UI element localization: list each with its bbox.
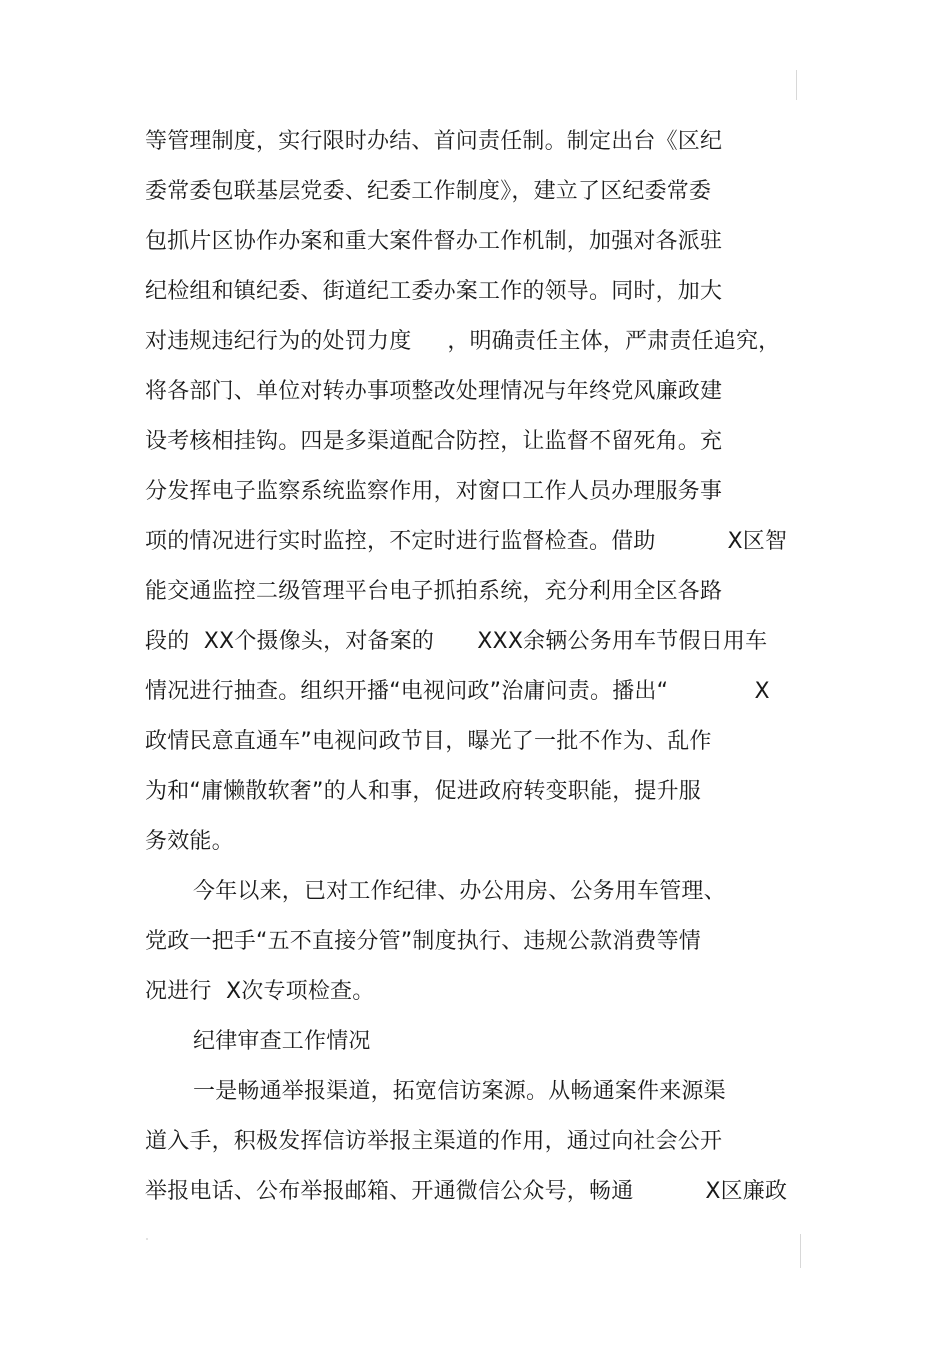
paragraph-first-line: 今年以来，已对工作纪律、办公用房、公务用车管理、	[193, 879, 726, 904]
text-line: 党政一把手“五不直接分管”制度执行、违规公款消费等情	[145, 929, 701, 954]
text-line: 委常委包联基层党委、纪委工作制度》，建立了区纪委常委	[145, 179, 712, 204]
text-line: 道入手，积极发挥信访举报主渠道的作用，通过向社会公开	[145, 1129, 723, 1154]
text-line: 段的 XX个摄像头，对备案的 XXX余辆公务用车节假日用车	[145, 629, 768, 654]
text-line: 为和“庸懒散软奢”的人和事，促进政府转变职能，提升服	[145, 779, 701, 804]
text-line: 务效能。	[145, 829, 234, 854]
section-heading: 纪律审查工作情况	[193, 1029, 371, 1054]
text-line: 对违规违纪行为的处罚力度 ，明确责任主体，严肃责任追究，	[145, 329, 781, 354]
text-line: 纪检组和镇纪委、街道纪工委办案工作的领导。同时，加大	[145, 279, 723, 304]
text-line: 设考核相挂钩。四是多渠道配合防控，让监督不留死角。充	[145, 429, 723, 454]
text-line: 包抓片区协作办案和重大案件督办工作机制，加强对各派驻	[145, 229, 723, 254]
text-line: 能交通监控二级管理平台电子抓拍系统，充分利用全区各路	[145, 579, 723, 604]
paragraph-first-line: 一是畅通举报渠道，拓宽信访案源。从畅通案件来源渠	[193, 1079, 726, 1104]
page-edge-dot	[146, 1238, 148, 1240]
page-edge-mark-top	[796, 70, 797, 100]
text-line: 举报电话、公布举报邮箱、开通微信公众号，畅通 X区廉政	[145, 1179, 788, 1204]
text-line: 将各部门、单位对转办事项整改处理情况与年终党风廉政建	[145, 379, 723, 404]
page-edge-mark-bottom	[800, 1234, 801, 1268]
text-line: 情况进行抽查。组织开播“电视问政”治庸问责。播出“ X	[145, 679, 770, 704]
text-line: 分发挥电子监察系统监察作用，对窗口工作人员办理服务事	[145, 479, 723, 504]
text-line: 项的情况进行实时监控，不定时进行监督检查。借助 X区智	[145, 529, 788, 554]
text-line: 政情民意直通车”电视问政节目，曝光了一批不作为、乱作	[145, 729, 712, 754]
text-line: 等管理制度，实行限时办结、首问责任制。制定出台《区纪	[145, 129, 723, 154]
text-line: 况进行 X次专项检查。	[145, 979, 375, 1004]
